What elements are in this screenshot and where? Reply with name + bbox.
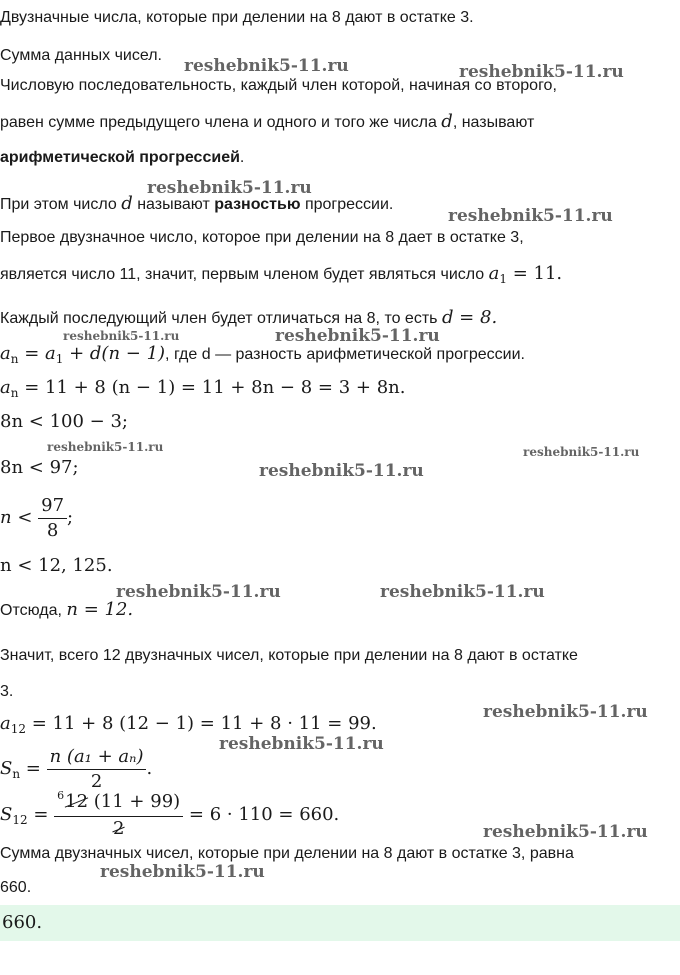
- conclusion-n: Отсюда, n = 12.: [0, 599, 134, 620]
- answer-box: [0, 905, 680, 941]
- watermark: reshebnik5-11.ru: [63, 329, 180, 343]
- fraction: $\frac{\text{n (a₁ + aₙ)}}{2}$: [47, 745, 147, 794]
- sum-calc: $S_{12}$ = $\frac{^612 (11 + 99)}{2}$ = 6 · 110 = 660.: [0, 789, 340, 840]
- conclusion-count-1: Значит, всего 12 двузначных чисел, которые при делении на 8 дают в остатке: [0, 647, 578, 664]
- inequality-1: 8n < 100 − 3;: [0, 411, 128, 432]
- watermark: reshebnik5-11.ru: [380, 582, 545, 602]
- conclusion-count-2: 3.: [0, 683, 14, 700]
- inequality-4: n < 12, 125.: [0, 555, 113, 576]
- watermark: reshebnik5-11.ru: [459, 62, 624, 82]
- first-number-line: Первое двузначное число, которое при делении на 8 дает в остатке 3,: [0, 229, 524, 246]
- fraction: $\frac{97}{8}$: [38, 494, 67, 543]
- problem-question: Сумма данных чисел.: [0, 47, 162, 64]
- definition-line-1: Числовую последовательность, каждый член которой, начиная со второго,: [0, 77, 557, 94]
- watermark: reshebnik5-11.ru: [147, 178, 312, 198]
- watermark: reshebnik5-11.ru: [483, 702, 648, 722]
- inequality-2: 8n < 97;: [0, 457, 79, 478]
- answer-value: 660.: [2, 912, 43, 933]
- final-sum-line-2: 660.: [0, 879, 32, 896]
- difference-definition: При этом число d называют разностью прогрессии.: [0, 193, 394, 214]
- watermark: reshebnik5-11.ru: [483, 822, 648, 842]
- definition-term: арифметической прогрессией.: [0, 149, 245, 166]
- watermark: reshebnik5-11.ru: [100, 862, 265, 882]
- last-term-calc: $a_{12} = 11 + 8$ (12 − 1) = 11 + 8 · 11 = 99.: [0, 713, 377, 736]
- problem-condition: Двузначные числа, которые при делении на 8 дают в остатке 3.: [0, 9, 474, 26]
- watermark: reshebnik5-11.ru: [47, 440, 164, 454]
- final-sum-line-1: Сумма двузначных чисел, которые при делении на 8 дают в остатке 3, равна: [0, 845, 574, 862]
- watermark: reshebnik5-11.ru: [275, 326, 440, 346]
- watermark: reshebnik5-11.ru: [448, 206, 613, 226]
- watermark: reshebnik5-11.ru: [219, 734, 384, 754]
- watermark: reshebnik5-11.ru: [184, 56, 349, 76]
- first-term-line: является число 11, значит, первым членом будет являться число $a_1 = 11$.: [0, 263, 563, 286]
- sum-formula: $S_n$ = $\frac{\text{n (a₁ + aₙ)}}{2}$ .: [0, 746, 153, 793]
- nth-term-formula: $a_n = a_1 + d(n - 1)$, где d — разность арифметической прогрессии.: [0, 343, 525, 366]
- watermark: reshebnik5-11.ru: [259, 461, 424, 481]
- watermark: reshebnik5-11.ru: [116, 582, 281, 602]
- nth-term-calc: $a_n = 11 + 8$ (n − 1) = 11 + 8n − 8 = 3 + 8n.: [0, 377, 406, 400]
- difference-line: Каждый последующий член будет отличаться на 8, то есть d = 8.: [0, 307, 498, 328]
- definition-line-2: равен сумме предыдущего члена и одного и того же числа d, называют: [0, 111, 535, 132]
- watermark: reshebnik5-11.ru: [523, 445, 640, 459]
- fraction: $\frac{^612 (11 + 99)}{2}$: [54, 790, 183, 841]
- inequality-3: n < $\frac{97}{8}$ ;: [0, 495, 74, 542]
